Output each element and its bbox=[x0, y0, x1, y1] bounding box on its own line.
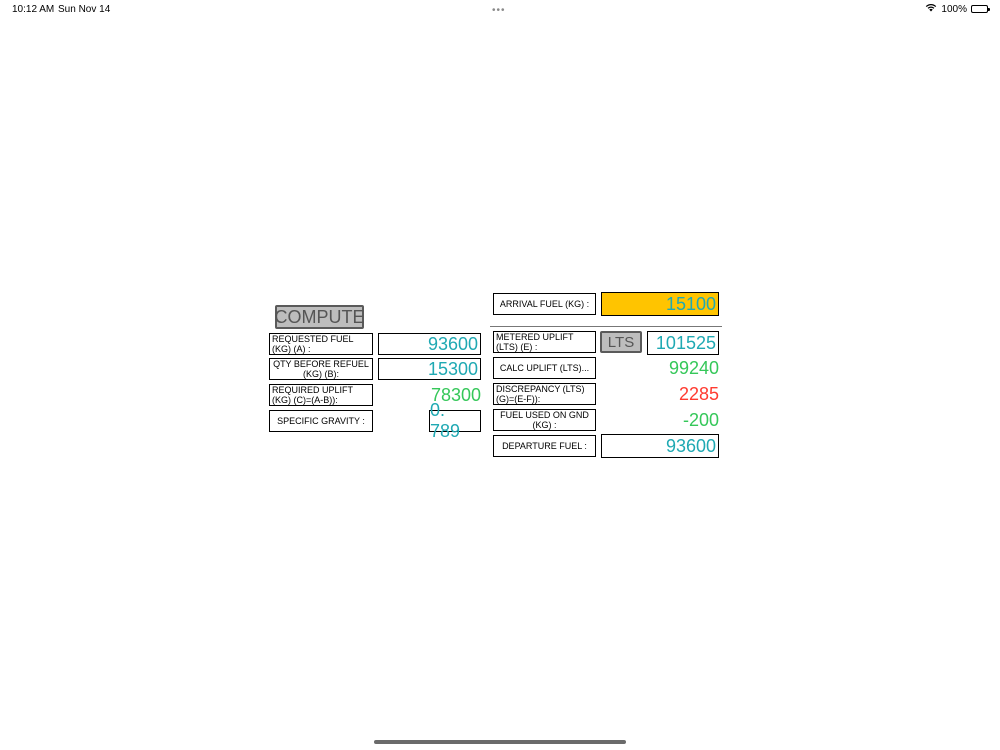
fuel-used-on-gnd-label: FUEL USED ON GND (KG) : bbox=[493, 409, 596, 431]
multitasking-dots-icon[interactable]: ••• bbox=[492, 5, 506, 16]
required-uplift-label: REQUIRED UPLIFT (KG) (C)=(A-B)): bbox=[269, 384, 373, 406]
metered-uplift-field[interactable]: 101525 bbox=[647, 331, 719, 355]
arrival-fuel-field[interactable]: 15100 bbox=[601, 292, 719, 316]
qty-before-refuel-field[interactable]: 15300 bbox=[378, 358, 481, 380]
calc-uplift-value: 99240 bbox=[668, 358, 719, 378]
section-divider bbox=[490, 326, 722, 327]
calc-uplift-label: CALC UPLIFT (LTS)... bbox=[493, 357, 596, 379]
fuel-used-on-gnd-value: -200 bbox=[682, 410, 719, 430]
wifi-icon bbox=[925, 3, 937, 15]
discrepancy-value: 2285 bbox=[678, 384, 719, 404]
battery-percent: 100% bbox=[941, 3, 967, 15]
departure-fuel-label: DEPARTURE FUEL : bbox=[493, 435, 596, 457]
specific-gravity-label: SPECIFIC GRAVITY : bbox=[269, 410, 373, 432]
battery-icon bbox=[971, 5, 988, 13]
discrepancy-label: DISCREPANCY (LTS) (G)=(E-F)): bbox=[493, 383, 596, 405]
specific-gravity-field[interactable]: 0. 789 bbox=[429, 410, 481, 432]
departure-fuel-field[interactable]: 93600 bbox=[601, 434, 719, 458]
home-indicator[interactable] bbox=[374, 740, 626, 744]
status-right bbox=[925, 3, 988, 15]
metered-uplift-label: METERED UPLIFT (LTS) (E) : bbox=[493, 331, 596, 353]
unit-toggle-button[interactable]: LTS bbox=[600, 331, 642, 353]
status-time: 10:12 AM bbox=[12, 4, 55, 15]
compute-button[interactable]: COMPUTE bbox=[275, 305, 364, 329]
qty-before-refuel-label: QTY BEFORE REFUEL (KG) (B): bbox=[269, 358, 373, 380]
requested-fuel-label: REQUESTED FUEL (KG) (A) : bbox=[269, 333, 373, 355]
required-uplift-value: 78300 bbox=[430, 385, 481, 405]
arrival-fuel-label: ARRIVAL FUEL (KG) : bbox=[493, 293, 596, 315]
requested-fuel-field[interactable]: 93600 bbox=[378, 333, 481, 355]
status-date: Sun Nov 14 bbox=[58, 4, 111, 15]
